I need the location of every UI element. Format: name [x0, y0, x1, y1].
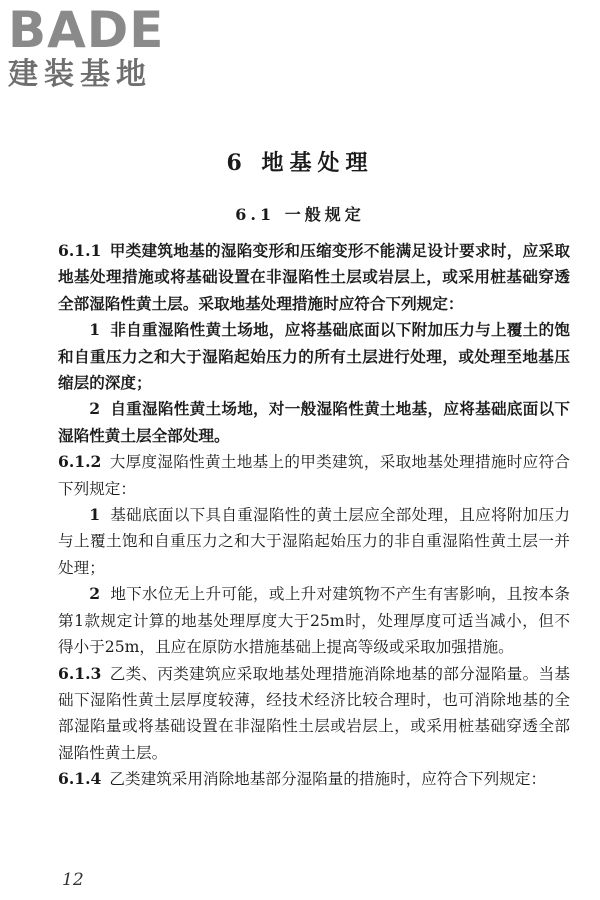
clause-number: 6.1.2	[58, 452, 102, 472]
clause-6-1-4	[58, 766, 570, 792]
item-number: 1	[89, 505, 101, 525]
clause-text: 甲类建筑地基的湿陷变形和压缩变形不能满足设计要求时，应采取地基处理措施或将基础设置在非湿陷性土层或岩层上，或采用桩基础穿透全部湿陷性黄土层。采取地基处理措施时应符合下列规定：	[58, 241, 570, 313]
clause-6-1-1-item-1	[58, 317, 570, 396]
section-title: 6.1 一般规定	[235, 205, 365, 224]
clause-6-1-2-item-2	[58, 581, 570, 660]
clause-text: 乙类、丙类建筑应采取地基处理措施消除地基的部分湿陷量。当基础下湿陷性黄土层厚度较薄，经技术经济比较合理时，也可消除地基的全部湿陷量或将基础设置在非湿陷性土层或岩层上，或采用桩基础穿透全部湿陷性黄土层。	[58, 664, 570, 762]
page-number: 12	[62, 870, 84, 890]
logo-latin-text: BADE	[8, 1, 165, 59]
clause-number: 6.1.1	[58, 241, 102, 260]
item-number: 1	[89, 320, 101, 340]
clause-6-1-2	[58, 449, 570, 502]
clause-6-1-3	[58, 661, 570, 767]
clause-6-1-1-item-2	[58, 396, 570, 449]
chapter-title: 6 地基处理	[226, 150, 374, 176]
logo-chinese-text: 建装基地	[8, 57, 152, 92]
item-text: 地下水位无上升可能，或上升对建筑物不产生有害影响，且按本条第1款规定计算的地基处理厚度大于25m时，处理厚度可适当减小，但不得小于25m，且应在原防水措施基础上提高等级或采取加强措施。	[58, 585, 570, 657]
item-number: 2	[89, 584, 101, 604]
bade-logo	[8, 1, 178, 96]
item-number: 2	[89, 399, 101, 419]
document-body	[58, 238, 570, 793]
clause-number: 6.1.4	[58, 769, 102, 789]
item-text: 基础底面以下具自重湿陷性的黄土层应全部处理，且应将附加压力与上覆土饱和自重压力之和大于湿陷起始压力的非自重湿陷性黄土层一并处理；	[58, 506, 570, 577]
clause-6-1-2-item-1	[58, 502, 570, 581]
clause-text: 大厚度湿陷性黄土地基上的甲类建筑，采取地基处理措施时应符合下列规定：	[58, 453, 570, 498]
item-text: 非自重湿陷性黄土场地，应将基础底面以下附加压力与上覆土的饱和自重压力之和大于湿陷起始压力的所有土层进行处理，或处理至地基压缩层的深度；	[58, 320, 570, 393]
clause-number: 6.1.3	[58, 663, 102, 683]
item-text: 自重湿陷性黄土场地，对一般湿陷性黄土地基，应将基础底面以下湿陷性黄土层全部处理。	[58, 399, 570, 445]
clause-text: 乙类建筑采用消除地基部分湿陷量的措施时，应符合下列规定：	[109, 770, 547, 789]
clause-6-1-1	[58, 238, 570, 317]
